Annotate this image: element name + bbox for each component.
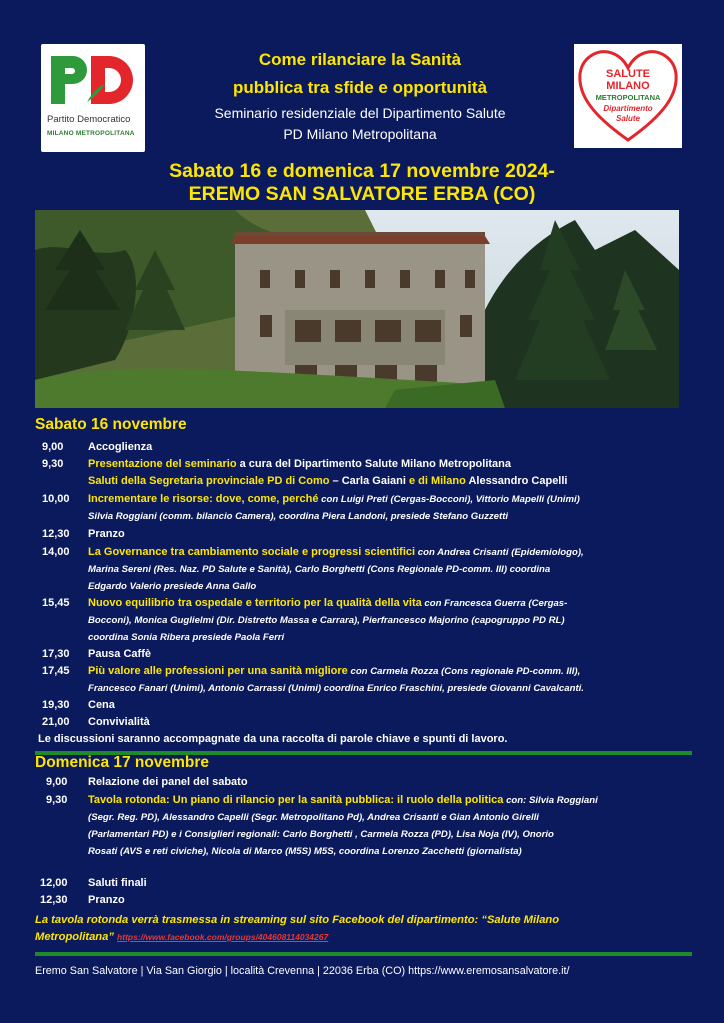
session-title: Saluti della Segretaria provinciale PD di Como: [88, 475, 330, 487]
schedule-time: 19,30: [42, 699, 70, 711]
session-speakers: Silvia Roggiani (comm. bilancio Camera), coordina Piera Landoni, presiede Stefano Guzzetti: [88, 511, 509, 522]
pd-logo-text: Partito Democratico: [47, 114, 131, 125]
session-speakers: con: Silvia Roggiani: [503, 795, 598, 806]
schedule-time: 15,45: [42, 597, 70, 609]
logo-line-salute: SALUTE: [606, 68, 650, 80]
schedule-time: 9,30: [42, 458, 64, 470]
schedule-item: Relazione dei panel del sabato: [88, 776, 248, 788]
schedule-time: 9,00: [42, 441, 64, 453]
logo-line-dipartimento: Dipartimento: [603, 104, 653, 113]
schedule-time: 17,45: [42, 665, 70, 677]
session-title: Presentazione del seminario: [88, 458, 237, 470]
logo-line-milano: MILANO: [606, 80, 650, 92]
session-speakers: Edgardo Valerio presiede Anna Gallo: [88, 581, 257, 592]
schedule-item: Saluti finali: [88, 877, 147, 889]
schedule-time: 9,00: [46, 776, 68, 788]
session-title: Nuovo equilibrio tra ospedale e territorio per la qualità della vita: [88, 597, 422, 609]
session-speakers: coordina Sonia Ribera presiede Paola Ferri: [88, 632, 285, 643]
schedule-item: Pausa Caffè: [88, 648, 151, 660]
logo-line-metropolitana: METROPOLITANA: [595, 93, 661, 102]
streaming-note-line2: Metropolitana”: [35, 931, 114, 943]
session-speakers: (Segr. Reg. PD), Alessandro Capelli (Segr. Metropolitano Pd), Andrea Crisanti e Gian Antonio Girelli: [88, 812, 539, 823]
session-speakers: con Francesca Guerra (Cergas-: [421, 598, 568, 609]
event-date: Sabato 16 e domenica 17 novembre 2024-: [169, 160, 555, 182]
saturday-note: Le discussioni saranno accompagnate da una raccolta di parole chiave e spunti di lavoro.: [38, 733, 508, 745]
streaming-note: [35, 912, 559, 946]
footer-address: Eremo San Salvatore | Via San Giorgio | località Crevenna | 22036 Erba (CO) https://www.eremosansalvatore.it/: [35, 965, 570, 977]
venue-photo: [35, 210, 679, 408]
subtitle-line-2: PD Milano Metropolitana: [283, 126, 437, 142]
session-speakers: Rosati (AVS e reti civiche), Nicola di Marco (M5S) M5S, coordina Lorenzo Zacchetti (giornalista): [88, 846, 522, 857]
session-title: Incrementare le risorse: dove, come, perché: [88, 493, 319, 505]
schedule-item: Convivialità: [88, 716, 150, 728]
title-line-2: pubblica tra sfide e opportunità: [232, 78, 488, 97]
event-location: EREMO SAN SALVATORE ERBA (CO): [188, 183, 536, 205]
pd-letters-graphic: [47, 52, 139, 108]
schedule-time: 21,00: [42, 716, 70, 728]
session-speakers: (Parlamentari PD) e i Consiglieri regionali: Carlo Borghetti , Carmela Rozza (PD), Lisa Noja (IV), Onorio: [88, 829, 554, 840]
schedule-item: Pranzo: [88, 894, 125, 906]
schedule-time: 9,30: [46, 794, 68, 806]
session-title: Più valore alle professioni per una sanità migliore: [88, 665, 348, 677]
salute-milano-logo: [574, 44, 682, 148]
session-speakers: con Andrea Crisanti (Epidemiologo),: [415, 547, 584, 558]
pd-logo-subtext: MILANO METROPOLITANA: [47, 130, 135, 137]
schedule-time: 10,00: [42, 493, 70, 505]
subtitle-line-1: Seminario residenziale del Dipartimento Salute: [214, 105, 506, 121]
schedule-time: 14,00: [42, 546, 70, 558]
session-detail: – Carla Gaiani: [329, 475, 409, 487]
title-line-1: Come rilanciare la Sanità: [258, 50, 462, 69]
schedule-time: 12,30: [42, 528, 70, 540]
schedule-time: 12,30: [40, 894, 68, 906]
session-detail: a cura del Dipartimento Salute Milano Metropolitana: [236, 458, 511, 470]
pd-logo: [41, 44, 145, 152]
session-title: La Governance tra cambiamento sociale e progressi scientifici: [88, 546, 416, 558]
facebook-link[interactable]: https://www.facebook.com/groups/404608114034267: [117, 932, 329, 942]
session-speakers: Francesco Fanari (Unimi), Antonio Carrassi (Unimi) coordina Enrico Fraschini, presiede Giovanni Cavalcanti.: [88, 683, 584, 694]
session-detail: Alessandro Capelli: [465, 475, 568, 487]
schedule-item: Cena: [88, 699, 115, 711]
divider-line: [35, 952, 692, 956]
logo-line-salute-small: Salute: [615, 114, 640, 123]
schedule-time: 17,30: [42, 648, 70, 660]
session-speakers: Marina Sereni (Res. Naz. PD Salute e Sanità), Carlo Borghetti (Cons Regionale PD-comm. III) coordina: [88, 564, 551, 575]
sunday-heading: Domenica 17 novembre: [35, 754, 210, 771]
session-speakers: con Luigi Preti (Cergas-Bocconi), Vittorio Mapelli (Unimi): [318, 494, 580, 505]
session-title: Tavola rotonda: Un piano di rilancio per la sanità pubblica: il ruolo della politica: [88, 794, 504, 806]
session-title: e di Milano: [408, 475, 466, 487]
session-speakers: con Carmela Rozza (Cons regionale PD-comm. III),: [347, 666, 581, 677]
schedule-item: Accoglienza: [88, 441, 153, 453]
streaming-note-line1: La tavola rotonda verrà trasmessa in streaming sul sito Facebook del dipartimento: “Salute Milano: [35, 914, 560, 926]
schedule-time: 12,00: [40, 877, 68, 889]
session-speakers: Bocconi), Monica Guglielmi (Dir. Distretto Massa e Carrara), Pierfrancesco Majorino (capogruppo PD RL): [88, 615, 565, 626]
saturday-heading: Sabato 16 novembre: [35, 416, 187, 433]
schedule-item: Pranzo: [88, 528, 125, 540]
